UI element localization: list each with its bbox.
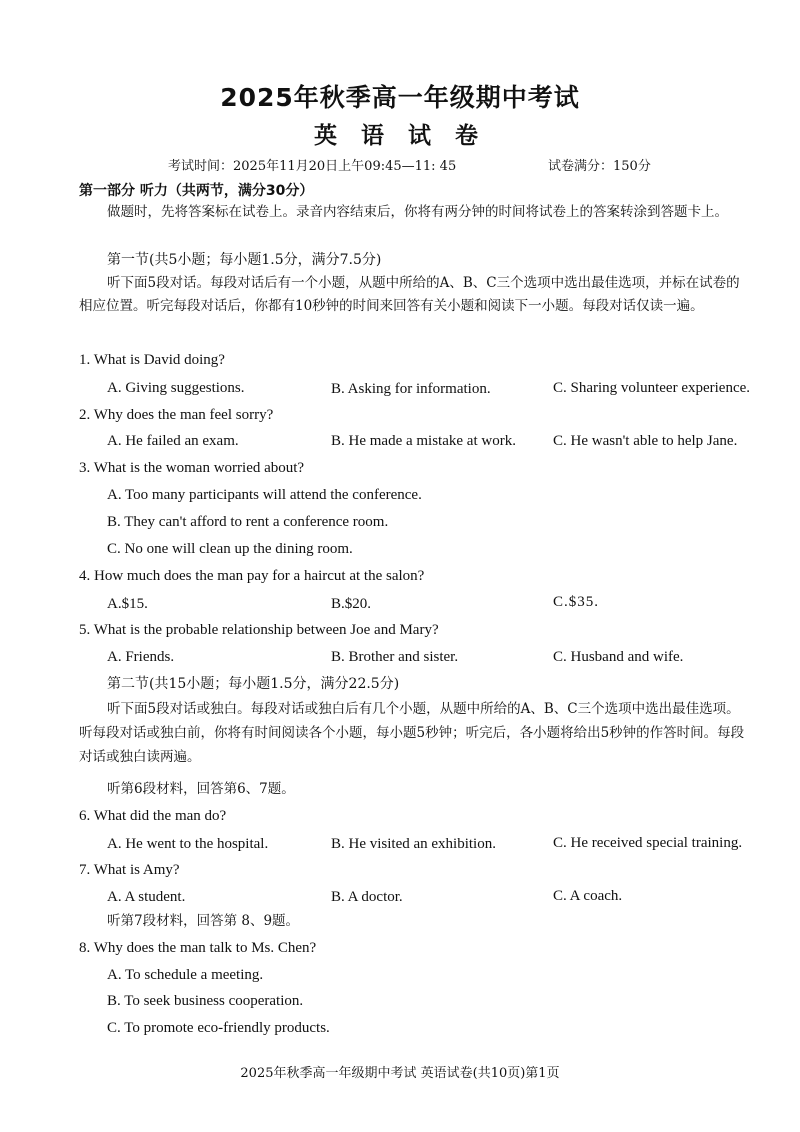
q6-option-c[interactable]: C. He received special training. <box>553 835 743 851</box>
material-6-note: 听第6段材料，回答第6、7题。 <box>107 781 295 797</box>
q8-option-b[interactable]: B. To seek business cooperation. <box>107 993 304 1009</box>
material-7-note: 听第7段材料，回答第 8、9题。 <box>107 913 300 929</box>
q5-option-a[interactable]: A. Friends. <box>107 649 175 665</box>
q6-option-a[interactable]: A. He went to the hospital. <box>107 836 269 852</box>
q1-option-a[interactable]: A. Giving suggestions. <box>107 380 245 396</box>
question-4: 4. How much does the man pay for a haircut at the salon? <box>79 568 425 584</box>
q7-option-a[interactable]: A. A student. <box>107 889 186 905</box>
question-5: 5. What is the probable relationship between Joe and Mary? <box>79 622 439 638</box>
section2-heading: 第二节(共15小题；每小题1.5分，满分22.5分) <box>107 676 400 692</box>
q1-option-c[interactable]: C. Sharing volunteer experience. <box>553 380 751 396</box>
q4-option-b[interactable]: B.$20. <box>331 596 372 612</box>
exam-time: 考试时间：2025年11月20日上午09:45—11: 45 <box>168 159 457 174</box>
q1-option-b[interactable]: B. Asking for information. <box>331 381 491 397</box>
section1-instruction: 听下面5段对话。每段对话后有一个小题，从题中所给的A、B、C三个选项中选出最佳选项，并标在试卷的相应位置。听完每段对话后，你都有10秒钟的时间来回答有关小题和阅读下一小题。每段对话仅读一遍。 <box>79 275 740 314</box>
q7-option-b[interactable]: B. A doctor. <box>331 889 403 905</box>
part1-instruction: 做题时，先将答案标在试卷上。录音内容结束后，你将有两分钟的时间将试卷上的答案转涂到答题卡上。 <box>107 204 728 220</box>
q6-option-b[interactable]: B. He visited an exhibition. <box>331 836 496 852</box>
q4-option-a[interactable]: A.$15. <box>107 596 148 612</box>
question-1: 1. What is David doing? <box>79 352 225 368</box>
q7-option-c[interactable]: C. A coach. <box>553 888 623 904</box>
q4-option-c[interactable]: C.$35. <box>553 594 600 610</box>
question-6: 6. What did the man do? <box>79 808 227 824</box>
full-score: 试卷满分：150分 <box>548 159 651 174</box>
question-2: 2. Why does the man feel sorry? <box>79 407 274 423</box>
exam-title: 2025年秋季高一年级期中考试 <box>220 83 580 112</box>
q8-option-a[interactable]: A. To schedule a meeting. <box>107 967 264 983</box>
q2-option-a[interactable]: A. He failed an exam. <box>107 433 239 449</box>
page-footer: 2025年秋季高一年级期中考试 英语试卷(共10页)第1页 <box>240 1066 560 1081</box>
question-3: 3. What is the woman worried about? <box>79 460 305 476</box>
q5-option-c[interactable]: C. Husband and wife. <box>553 649 684 665</box>
question-7: 7. What is Amy? <box>79 862 180 878</box>
q3-option-c[interactable]: C. No one will clean up the dining room. <box>107 541 353 557</box>
section2-instruction: 听下面5段对话或独白。每段对话或独白后有几个小题，从题中所给的A、B、C三个选项中选出最佳选项。听每段对话或独白前，你将有时间阅读各个小题，每小题5秒钟；听完后，各小题将给出5秒钟的作答时间。每段对话或独白读两遍。 <box>79 701 745 765</box>
q3-option-a[interactable]: A. Too many participants will attend the conference. <box>107 487 422 503</box>
q2-option-c[interactable]: C. He wasn't able to help Jane. <box>553 433 738 449</box>
q8-option-c[interactable]: C. To promote eco-friendly products. <box>107 1020 330 1036</box>
exam-subtitle: 英 语 试 卷 <box>313 123 487 149</box>
q2-option-b[interactable]: B. He made a mistake at work. <box>331 433 516 449</box>
question-8: 8. Why does the man talk to Ms. Chen? <box>79 940 317 956</box>
section1-heading: 第一节(共5小题；每小题1.5分，满分7.5分) <box>107 252 382 268</box>
part1-heading: 第一部分 听力（共两节，满分30分） <box>79 183 314 199</box>
q5-option-b[interactable]: B. Brother and sister. <box>331 649 459 665</box>
q3-option-b[interactable]: B. They can't afford to rent a conference room. <box>107 514 389 530</box>
